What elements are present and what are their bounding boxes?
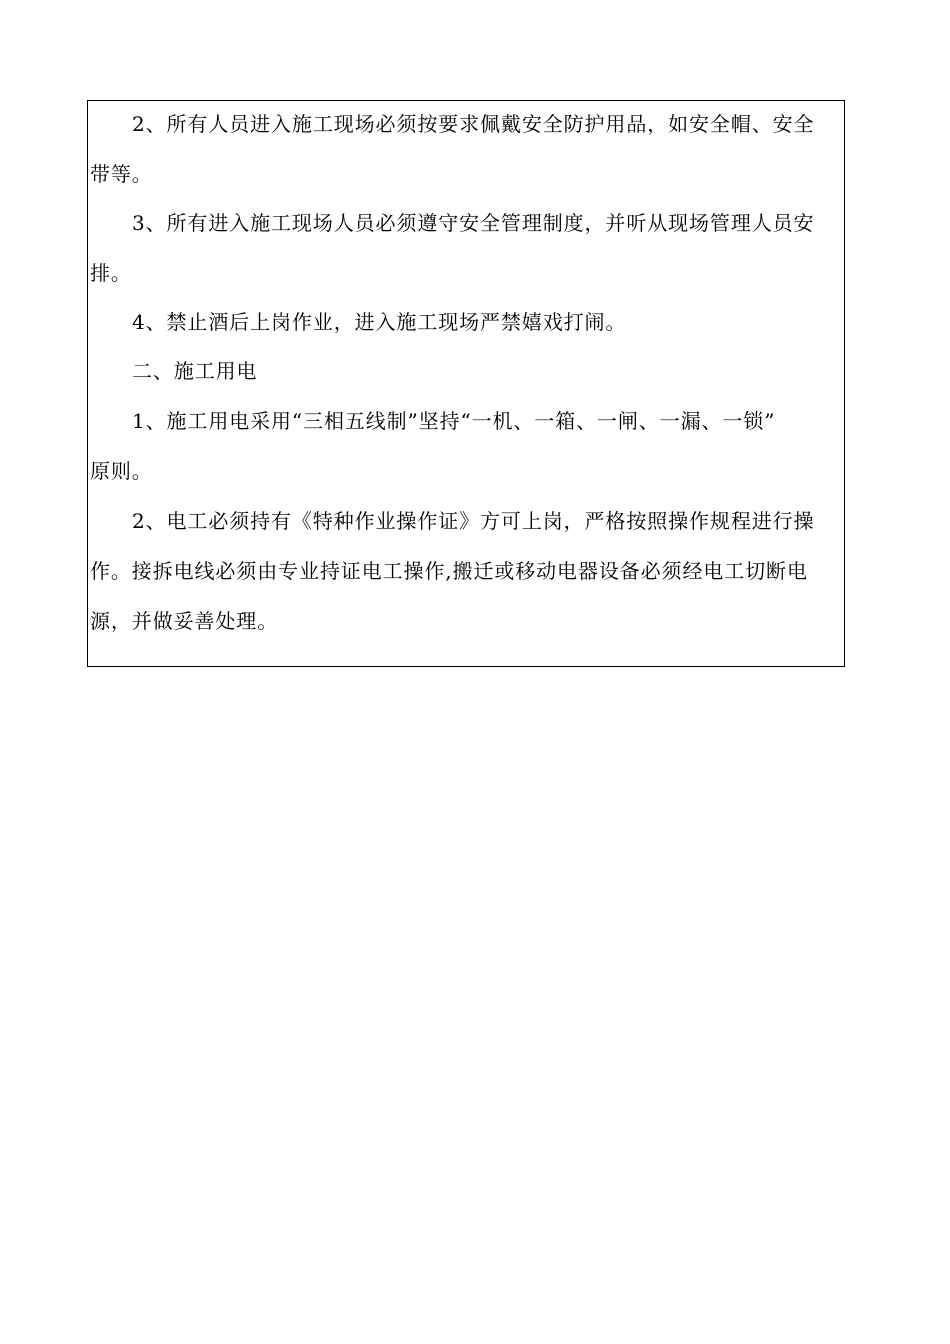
paragraph-line: 源，并做妥善处理。: [90, 609, 279, 633]
paragraph-line: 原则。: [90, 459, 153, 483]
paragraph-line: 3、所有进入施工现场人员必须遵守安全管理制度，并听从现场管理人员安: [132, 211, 815, 235]
section-heading: 二、施工用电: [132, 359, 258, 383]
paragraph-line: 作。接拆电线必须由专业持证电工操作,搬迁或移动电器设备必须经电工切断电: [90, 559, 808, 583]
paragraph-line: 1、施工用电采用“三相五线制”坚持“一机、一箱、一闸、一漏、一锁”: [132, 409, 776, 433]
paragraph-wiring-system: [90, 396, 860, 496]
paragraph-no-alcohol: [90, 297, 860, 347]
paragraph-electrician-cert: [90, 496, 860, 646]
section-heading-electricity: [90, 346, 860, 396]
paragraph-line: 2、电工必须持有《特种作业操作证》方可上岗，严格按照操作规程进行操: [132, 509, 815, 533]
paragraph-line: 带等。: [90, 162, 153, 186]
paragraph-safety-rules: [90, 198, 860, 298]
paragraph-line: 4、禁止酒后上岗作业，进入施工现场严禁嬉戏打闹。: [132, 310, 627, 334]
paragraph-safety-equipment: [90, 99, 860, 199]
paragraph-line: 排。: [90, 261, 132, 285]
paragraph-line: 2、所有人员进入施工现场必须按要求佩戴安全防护用品，如安全帽、安全: [132, 112, 815, 136]
